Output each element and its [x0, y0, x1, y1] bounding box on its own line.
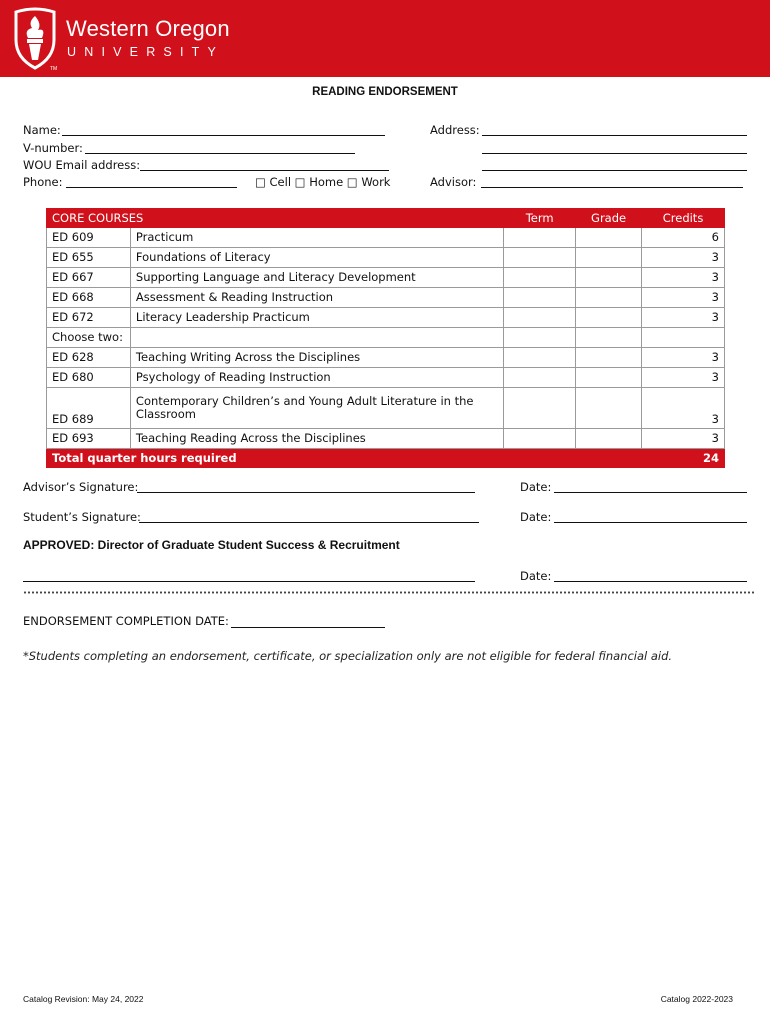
course-title: Practicum — [130, 228, 503, 248]
courses-table — [46, 208, 725, 468]
credits-cell: 3 — [642, 308, 725, 328]
page-title: READING ENDORSEMENT — [312, 86, 458, 98]
total-grade-cell — [576, 449, 642, 468]
completion-date-label: ENDORSEMENT COMPLETION DATE: — [23, 614, 229, 628]
email-field[interactable] — [140, 170, 389, 171]
term-cell[interactable] — [504, 388, 576, 429]
term-cell[interactable] — [504, 248, 576, 268]
credits-cell: 3 — [642, 348, 725, 368]
vnumber-label: V-number: — [23, 141, 83, 155]
completion-date-field[interactable] — [231, 627, 385, 628]
student-signature-label: Student’s Signature: — [23, 510, 141, 524]
header-grade: Grade — [576, 209, 642, 228]
table-row — [47, 308, 725, 328]
grade-cell[interactable] — [576, 248, 642, 268]
phone-field[interactable] — [66, 187, 237, 188]
table-row — [47, 429, 725, 449]
credits-cell: 3 — [642, 388, 725, 429]
advisor-signature-label: Advisor’s Signature: — [23, 480, 139, 494]
name-label: Name: — [23, 123, 61, 137]
advisor-date-label: Date: — [520, 480, 552, 494]
grade-cell[interactable] — [576, 348, 642, 368]
course-code: ED 628 — [47, 348, 131, 368]
course-code: ED 680 — [47, 368, 131, 388]
address-label: Address: — [430, 123, 480, 137]
term-cell[interactable] — [504, 328, 576, 348]
student-signature-field[interactable] — [139, 522, 479, 523]
term-cell[interactable] — [504, 228, 576, 248]
table-row — [47, 348, 725, 368]
credits-cell: 3 — [642, 268, 725, 288]
footer-revision: Catalog Revision: May 24, 2022 — [23, 994, 144, 1004]
advisor-date-field[interactable] — [554, 492, 747, 493]
course-title: Literacy Leadership Practicum — [130, 308, 503, 328]
advisor-signature-field[interactable] — [137, 492, 475, 493]
grade-cell[interactable] — [576, 368, 642, 388]
phone-type-options[interactable]: □ Cell □ Home □ Work — [255, 175, 391, 189]
advisor-label: Advisor: — [430, 175, 477, 189]
credits-cell: 6 — [642, 228, 725, 248]
address-field-line2[interactable] — [482, 153, 747, 154]
table-header-row — [47, 209, 725, 228]
header-term: Term — [504, 209, 576, 228]
vnumber-field[interactable] — [85, 153, 355, 154]
course-code: ED 668 — [47, 288, 131, 308]
total-row — [47, 449, 725, 468]
table-row — [47, 228, 725, 248]
advisor-field[interactable] — [481, 187, 743, 188]
course-code: ED 609 — [47, 228, 131, 248]
email-label: WOU Email address: — [23, 158, 141, 172]
term-cell[interactable] — [504, 308, 576, 328]
credits-cell: 3 — [642, 288, 725, 308]
director-signature-field[interactable] — [23, 581, 475, 582]
credits-cell: 3 — [642, 368, 725, 388]
director-date-label: Date: — [520, 569, 552, 583]
course-title: Teaching Reading Across the Disciplines — [130, 429, 503, 449]
course-code: ED 693 — [47, 429, 131, 449]
credits-cell: 3 — [642, 429, 725, 449]
course-title: Supporting Language and Literacy Development — [130, 268, 503, 288]
name-field[interactable] — [62, 135, 385, 136]
table-row — [47, 288, 725, 308]
address-field-line3[interactable] — [482, 170, 747, 171]
course-code: ED 655 — [47, 248, 131, 268]
grade-cell[interactable] — [576, 429, 642, 449]
dotted-divider — [23, 591, 754, 594]
course-title: Assessment & Reading Instruction — [130, 288, 503, 308]
course-title — [130, 388, 503, 429]
financial-aid-note: *Students completing an endorsement, certificate, or specialization only are not eligible for federal financial aid. — [23, 649, 673, 663]
course-code: ED 667 — [47, 268, 131, 288]
course-title — [130, 328, 503, 348]
course-title-line2: Classroom — [135, 407, 196, 421]
approved-heading: APPROVED: Director of Graduate Student Success & Recruitment — [23, 538, 400, 552]
total-value: 24 — [642, 449, 725, 468]
director-date-field[interactable] — [554, 581, 747, 582]
header-credits: Credits — [642, 209, 725, 228]
course-code: ED 672 — [47, 308, 131, 328]
credits-cell: 3 — [642, 248, 725, 268]
course-title: Psychology of Reading Instruction — [130, 368, 503, 388]
total-term-cell — [504, 449, 576, 468]
term-cell[interactable] — [504, 288, 576, 308]
grade-cell[interactable] — [576, 328, 642, 348]
course-title: Teaching Writing Across the Disciplines — [130, 348, 503, 368]
term-cell[interactable] — [504, 268, 576, 288]
course-title: Foundations of Literacy — [130, 248, 503, 268]
course-code: ED 689 — [47, 388, 131, 429]
table-row — [47, 368, 725, 388]
phone-label: Phone: — [23, 175, 63, 189]
grade-cell[interactable] — [576, 288, 642, 308]
grade-cell[interactable] — [576, 228, 642, 248]
table-row — [47, 248, 725, 268]
logo-subtitle: UNIVERSITY — [67, 45, 225, 59]
footer-catalog: Catalog 2022-2023 — [660, 994, 733, 1004]
choose-two-label: Choose two: — [47, 328, 131, 348]
header-banner — [0, 0, 770, 77]
grade-cell[interactable] — [576, 308, 642, 328]
term-cell[interactable] — [504, 348, 576, 368]
address-field-line1[interactable] — [482, 135, 747, 136]
student-date-field[interactable] — [554, 522, 747, 523]
total-label: Total quarter hours required — [47, 449, 504, 468]
torch-shield-icon — [12, 6, 58, 72]
grade-cell[interactable] — [576, 268, 642, 288]
table-row — [47, 388, 725, 429]
term-cell[interactable] — [504, 429, 576, 449]
header-core-courses: CORE COURSES — [47, 209, 504, 228]
trademark-mark: TM — [50, 66, 58, 72]
table-row — [47, 328, 725, 348]
student-date-label: Date: — [520, 510, 552, 524]
credits-cell — [642, 328, 725, 348]
course-title-line1: Contemporary Children’s and Young Adult Literature in the — [135, 394, 474, 408]
term-cell[interactable] — [504, 368, 576, 388]
table-row — [47, 268, 725, 288]
logo-wordmark: Western Oregon — [66, 16, 230, 41]
grade-cell[interactable] — [576, 388, 642, 429]
